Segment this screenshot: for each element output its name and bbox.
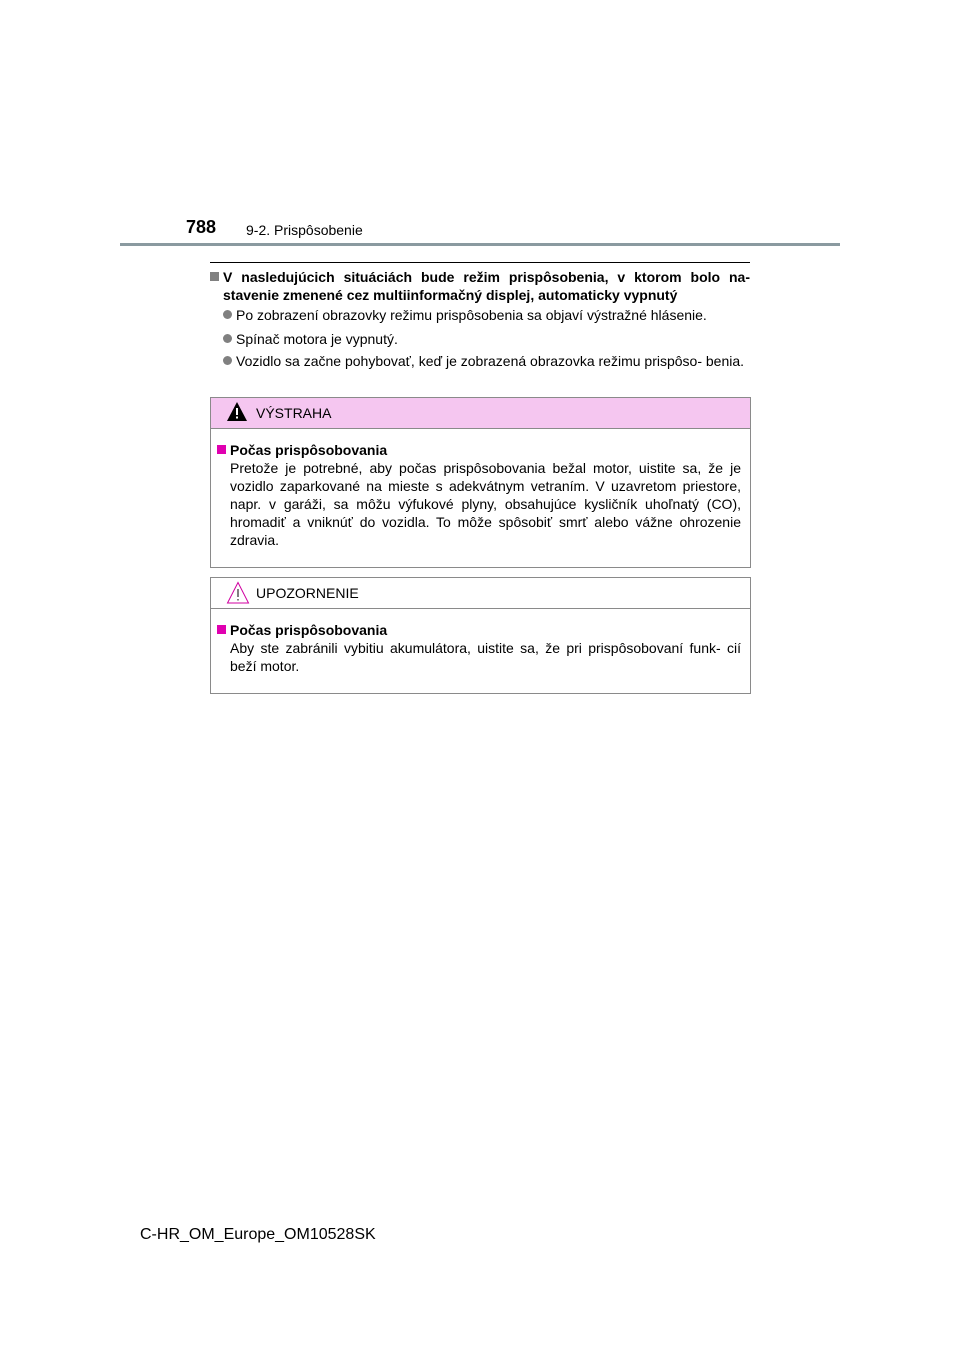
subheading-square-icon (217, 625, 226, 634)
notice-text: Aby ste zabránili vybitiu akumulátora, uistite sa, že pri prispôsobovaní funk- cií beží motor. (230, 640, 741, 674)
warning-text: Pretože je potrebné, aby počas prispôsobovania bežal motor, uistite sa, že je vozidlo zaparkované na mieste s adekvátnym vetraním. V uzavretom priestore, napr. v garáži, sa môžu výfukové plyny, obsahujúce kysličník uhoľnatý (CO), hromadiť a vniknúť do vozidla. To môže spôsobiť smrť alebo vážne ohrozenie zdravia. (230, 460, 741, 548)
bullet-text: Po zobrazení obrazovky režimu prispôsobenia sa objaví výstražné hlásenie. (236, 307, 707, 323)
notice-title: UPOZORNENIE (256, 585, 359, 601)
section-title: 9-2. Prispôsobenie (246, 222, 363, 238)
notice-box (210, 577, 751, 694)
warning-box (210, 397, 751, 568)
notice-subheading: Počas prispôsobovania (217, 621, 741, 639)
warning-triangle-icon (226, 401, 248, 423)
bullet-icon (223, 310, 232, 319)
subheading-square-icon (217, 445, 226, 454)
notice-header (211, 578, 750, 609)
list-item (223, 352, 750, 370)
main-heading-text: V nasledujúcich situáciách bude režim prispôsobenia, v ktorom bolo na- stavenie zmenené cez multiinformačný displej, automaticky vypnutý (223, 269, 750, 303)
bullet-icon (223, 356, 232, 365)
bullet-text: Vozidlo sa začne pohybovať, keď je zobrazená obrazovka režimu prispôso- benia. (236, 353, 745, 369)
bullet-icon (223, 334, 232, 343)
content-divider (210, 262, 750, 263)
warning-header (211, 398, 750, 429)
caution-triangle-outline-icon (226, 581, 250, 605)
document-code: C-HR_OM_Europe_OM10528SK (140, 1226, 376, 1243)
bullet-text: Spínač motora je vypnutý. (236, 331, 398, 347)
list-item (223, 330, 750, 348)
main-heading (210, 268, 750, 304)
page-number: 788 (186, 217, 217, 237)
warning-title: VÝSTRAHA (256, 405, 332, 421)
heading-square-icon (210, 272, 219, 281)
warning-subheading: Počas prispôsobovania (217, 441, 741, 459)
list-item (223, 306, 750, 324)
header-divider (120, 243, 840, 246)
